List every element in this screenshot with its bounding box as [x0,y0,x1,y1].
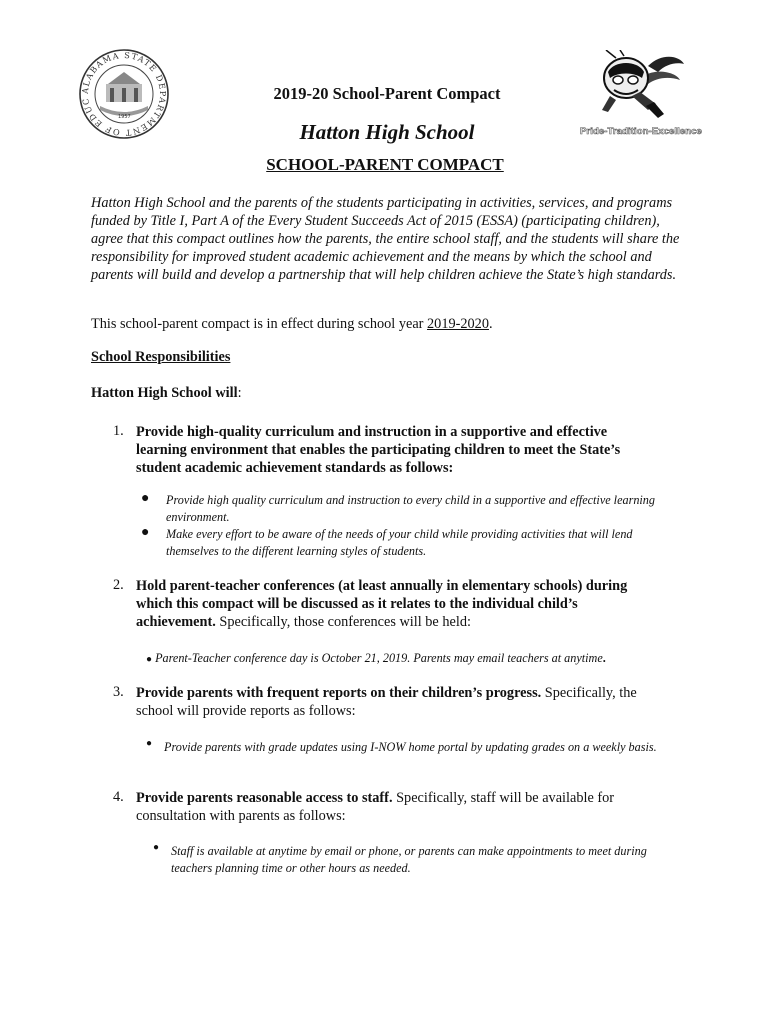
effect-statement [91,316,493,333]
item-bold: Hold parent-teacher conferences (at least annually in elementary schools) during which this compact will be discussed as it relates to the individual child’s achievement. [136,578,628,630]
bullet-icon: ● [146,654,153,665]
list-item-end: . [602,651,606,665]
bullet-icon: ● [141,491,150,506]
item-number: 1. [113,423,124,439]
list-item: Provide high quality curriculum and instruction to every child in a supportive and effective learning environment. [166,493,655,524]
bullet-icon: ● [141,525,150,540]
item-text [136,423,656,477]
school-motto: Pride-Tradition-Excellence [580,126,702,137]
school-name: Hatton High School [299,120,475,144]
compact-heading: SCHOOL-PARENT COMPACT [266,155,504,174]
item-text [136,684,676,720]
school-will-colon: : [237,385,242,401]
school-year: 2019-2020 [427,316,489,332]
item-bold: Provide high-quality curriculum and instruction in a supportive and effective learning environment that enables the participating children to meet the State’s student academic achievement standards as follows: [136,424,621,476]
effect-prefix: This school-parent compact is in effect during school year [91,316,428,332]
item-text [136,789,661,825]
item-rest: Specifically, staff will be available for consultation with parents as follows: [136,790,615,824]
item-rest: Specifically, those conferences will be held: [215,614,471,630]
item-text [136,577,656,631]
item-number: 3. [113,684,124,700]
bullet-icon: ● [146,738,153,749]
item-number: 4. [113,789,124,805]
item-number: 2. [113,577,124,593]
list-item: Make every effort to be aware of the needs of your child while providing activities that will lend themselves to the different learning styles of students. [166,527,633,558]
section-title: School Responsibilities [91,349,231,365]
item-bold: Provide parents with frequent reports on their children’s progress. [136,685,542,701]
school-will-text: Hatton High School will [91,385,238,401]
list-item-text: Parent-Teacher conference day is October 21, 2019. Parents may email teachers at anytime [155,651,603,665]
list-item [146,650,686,668]
school-will-label [91,385,242,402]
compact-title: 2019-20 School-Parent Compact [273,84,501,103]
item-bold: Provide parents reasonable access to staff. [136,790,393,806]
list-item: Provide parents with grade updates using I-NOW home portal by updating grades on a weekly basis. [164,740,657,754]
list-item: Staff is available at anytime by email or phone, or parents can make appointments to meet during teachers planning time or other hours as needed. [171,844,647,875]
effect-suffix: . [488,316,493,332]
svg-text:ALABAMA STATE DEPARTMENT OF ED: ALABAMA STATE DEPARTMENT OF EDUC [79,49,169,139]
bullet-icon: ● [153,842,160,853]
intro-paragraph: Hatton High School and the parents of the students participating in activities, services, and programs funded by Title I, Part A of the Every Student Succeeds Act of 2015 (ESSA) (participating children), agree that this compact outlines how the parents, the entire school staff, and the students will share the responsibility for improved student academic achievement and the means by which the school and parents will build and develop a partnership that will help children achieve the State’s high standards. [91,195,680,283]
item-rest: Specifically, the school will provide reports as follows: [136,685,637,719]
svg-text:1957: 1957 [118,114,131,120]
